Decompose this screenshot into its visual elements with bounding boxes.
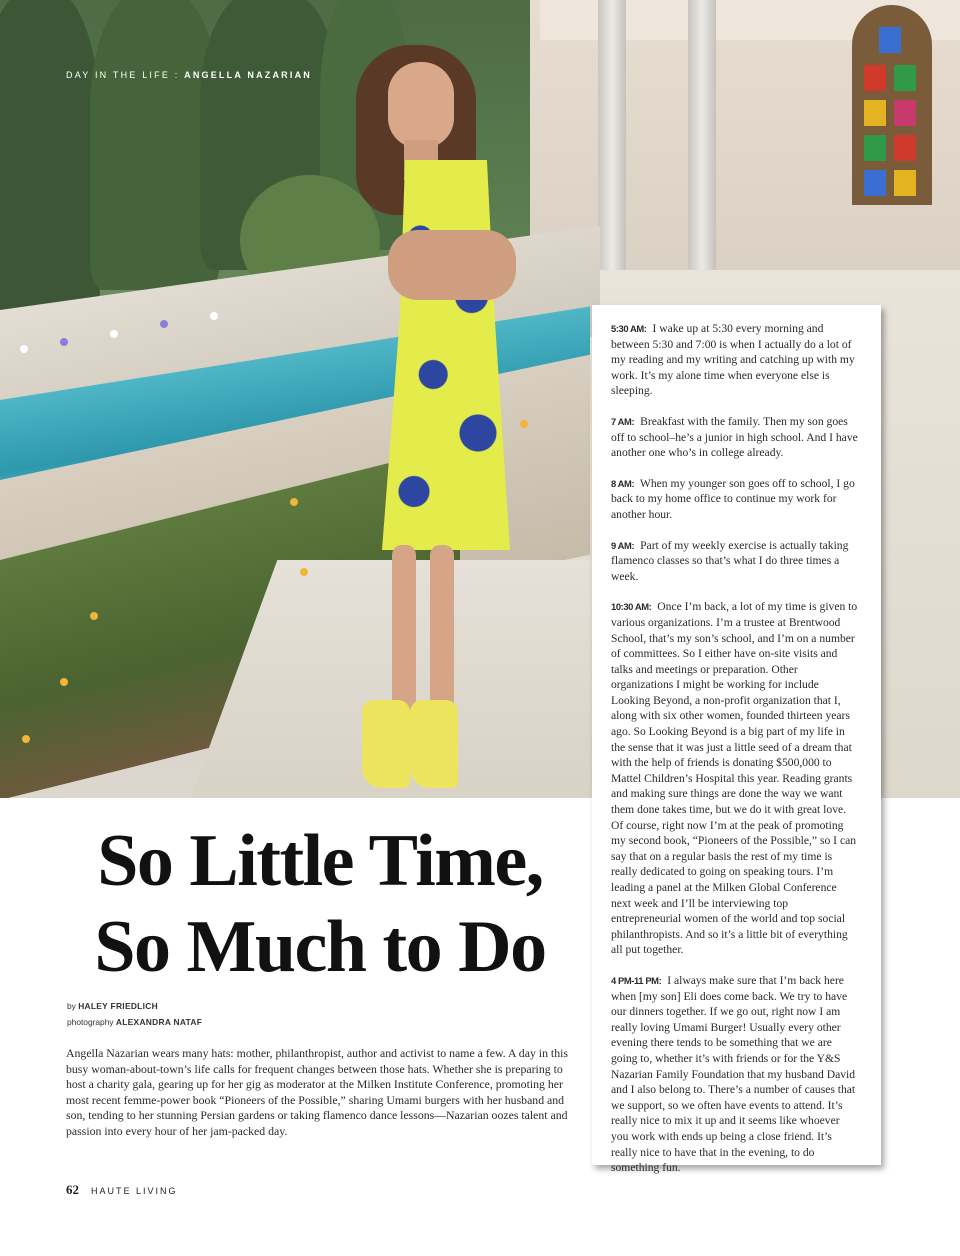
author-credit bbox=[67, 998, 202, 1014]
entry-time: 9 AM: bbox=[611, 539, 635, 551]
headline-line-2: So Much to Do bbox=[94, 906, 546, 988]
schedule-entry bbox=[611, 321, 859, 399]
section-label: DAY IN THE LIFE : bbox=[66, 70, 185, 80]
entry-time: 10:30 AM: bbox=[611, 601, 652, 613]
article-headline bbox=[60, 818, 580, 990]
photo-prefix: photography bbox=[67, 1017, 116, 1027]
entry-text: I wake up at 5:30 every morning and between 5:30 and 7:00 is when I actually do a lot of my reading and my writing and catching up with my work. It’s my alone time when everyone else is sleeping. bbox=[611, 322, 855, 398]
schedule-box bbox=[592, 305, 881, 1175]
author-name: HALEY FRIEDLICH bbox=[78, 1001, 158, 1011]
article-intro: Angella Nazarian wears many hats: mother, philanthropist, author and activist to name a few. A day in this busy woman-about-town’s life calls for frequent changes between those hats. Whether she is preparing to host a charity gala, gearing up for her gig as moderator at the Milken Institute Conference, promoting her most recent femme-power book “Pioneers of the Possible,” sharing Umami burgers with her husband and son, tending to her stunning Persian gardens or taking flamenco dance lessons—Nazarian oozes talent and passion into every hour of her jam-packed day. bbox=[66, 1046, 568, 1138]
byline bbox=[67, 998, 202, 1030]
section-kicker bbox=[66, 70, 312, 80]
schedule-entry bbox=[611, 414, 859, 461]
schedule-entry bbox=[611, 476, 859, 523]
entry-text: I always make sure that I’m back here when [my son] Eli does come back. We try to have our dinners together. If we go out, right now I am really loving Umami Burger! Usually every other evening there tends to be something that we are going to, whether it’s with friends or for the Y&S Nazarian Family Foundation that my husband David and I also belong to. There’s a number of causes that we support, so we often have events to attend. It’s really nice to mix it up and it seems like whoever you work with ends up being a close friend. It’s really nice to have that in the evening, to do something fun. bbox=[611, 973, 856, 1175]
entry-time: 7 AM: bbox=[611, 415, 635, 427]
headline-line-1: So Little Time, bbox=[97, 820, 543, 902]
schedule-entry bbox=[611, 599, 859, 958]
entry-text: Part of my weekly exercise is actually taking flamenco classes so that’s what I do three times a week. bbox=[611, 538, 849, 583]
entry-text: Breakfast with the family. Then my son goes off to school–he’s a junior in high school. And I have another one who’s in college already. bbox=[611, 414, 858, 460]
photographer-name: ALEXANDRA NATAF bbox=[115, 1017, 203, 1027]
photo-credit bbox=[67, 1014, 202, 1030]
entry-text: Once I’m back, a lot of my time is given to various organizations. I’m a trustee at Brentwood School, that’s my son’s school, and I’m on a number of committees. So I either have on-site visits and talks and meetings or preparation. Other organizations I might be working for include Looking Beyond, a non-profit organization that I, along with six other women, founded thirteen years ago. So Looking Beyond is a big part of my life in the sense that it was just a little seed of a dream that with the help of friends is donating $500,000 to Mattel Children’s Hospital this year. Reading grants and making sure things are done the way we want them done takes time, but we do it with great love. Of course, right now I’m at the peak of promoting my second book, “Pioneers of the Possible,” so I can say that on a regular basis the rest of my time is really dedicated to going on speaking tours. I’m leading a panel at the Milken Global Conference next week and I’ll be interviewing top entrepreneurial women of the world and top social philanthropists. And so it’s a little bit of everything all put together. bbox=[611, 600, 858, 957]
schedule-entry bbox=[611, 538, 859, 585]
magazine-name: HAUTE LIVING bbox=[91, 1186, 178, 1196]
schedule-entry bbox=[611, 973, 859, 1176]
page-number: 62 bbox=[66, 1182, 79, 1197]
entry-time: 8 AM: bbox=[611, 477, 635, 489]
entry-time: 4 PM-11 PM: bbox=[611, 974, 662, 986]
entry-time: 5:30 AM: bbox=[611, 323, 647, 334]
author-prefix: by bbox=[67, 1001, 79, 1011]
page-footer bbox=[66, 1182, 178, 1198]
entry-text: When my younger son goes off to school, I go back to my home office to continue my work for another hour. bbox=[611, 476, 855, 521]
subject-name: ANGELLA NAZARIAN bbox=[184, 70, 312, 80]
